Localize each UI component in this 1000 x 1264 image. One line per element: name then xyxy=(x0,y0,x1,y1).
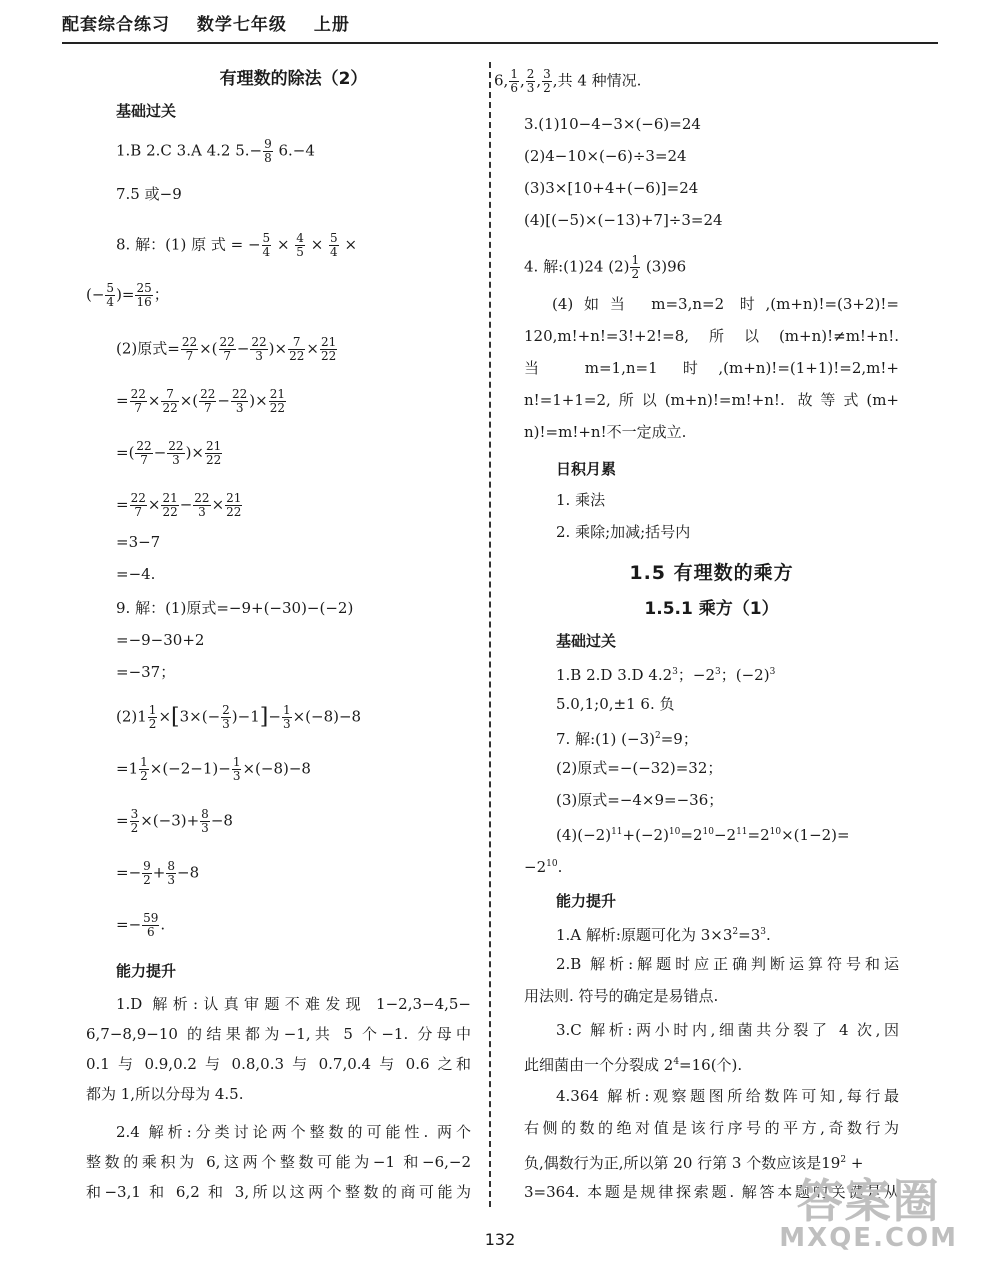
running-header xyxy=(62,10,370,35)
answer-line-r14: $(4)(-2)^{11}+(-2)^{10}=2^{10}-2^{11}=2^{10}\times(1-2)=$ xyxy=(556,826,850,844)
answer-line-r15: $-2^{10}$. xyxy=(524,858,563,876)
answer-line-r2: 3.(1)10−4−3×(−6)=24 xyxy=(524,115,701,133)
answer-line-8b: (− $\frac{5}{4}$ )= $\frac{25}{16}$ ； xyxy=(86,281,169,309)
paragraph-line: 6,7−8,9−10 的结果都为−1,共 5 个−1. 分母中 xyxy=(86,1025,471,1043)
paragraph-line: n!=1+1=2,所以(m+n)!=m!+n!. 故等式(m+ xyxy=(524,391,899,409)
answer-line-8f: = $\frac{22}{7}$ × $\frac{21}{22}$ − $\frac{22}{3}$ × $\frac{21}{22}$ xyxy=(116,491,242,519)
answer-line-r9: 1.B 2.D 3.D $4.2^3$；$-2^3$；$(-2)^3$ xyxy=(556,666,776,684)
chapter-title: 1.5 有理数的乘方 xyxy=(629,562,794,584)
section-heading-advanced-2: 能力提升 xyxy=(556,892,617,910)
answer-line-r13: (3)原式=−4×9=−36； xyxy=(556,791,724,809)
answer-line-r10: 5.0,1;0,±1 6. 负 xyxy=(556,695,675,713)
answer-line-r16: 1.A 解析:原题可化为 $3\times 3^2=3^3$. xyxy=(556,926,771,944)
header-rule xyxy=(62,42,938,44)
paragraph-line: 右侧的数的绝对值是该行序号的平方,奇数行为 xyxy=(524,1119,899,1137)
paragraph-line: 4.364 解析:观察题图所给数阵可知,每行最 xyxy=(556,1087,899,1105)
answer-line-r6: 4. 解:(1)24 (2) $\frac{1}{2}$ (3)96 xyxy=(524,253,687,281)
section-heading-advanced: 能力提升 xyxy=(116,962,177,980)
answer-line-r3: (2)4−10×(−6)÷3=24 xyxy=(524,147,687,165)
paragraph-line: 3.C 解析:两小时内,细菌共分裂了 4 次,因 xyxy=(556,1021,899,1039)
column-divider xyxy=(489,62,491,1207)
paragraph-line: 当 m=1,n=1 时,(m+n)!=(1+1)!=2,m!+ xyxy=(524,359,899,377)
header-volume: 上册 xyxy=(313,15,350,35)
answer-line-8c: (2)原式= $\frac{22}{7}$ ×( $\frac{22}{7}$ − $\frac{22}{3}$ )× $\frac{7}{22}$ × $\frac{21}{22}$ xyxy=(116,335,337,363)
answer-line-r7: 1. 乘法 xyxy=(556,491,606,509)
answer-line-9c: =−37； xyxy=(116,663,176,681)
paragraph-line: 2.B 解析:解题时应正确判断运算符号和运 xyxy=(556,955,899,973)
paragraph-line: 1.D 解析:认真审题不难发现 1−2,3−4,5− xyxy=(116,995,471,1013)
paragraph-line: 此细菌由一个分裂成 $2^4=16$(个). xyxy=(524,1056,743,1074)
answer-line-r1: 6, $\frac{1}{6}$ , $\frac{2}{3}$ , $\frac{3}{2}$ ,共 4 种情况. xyxy=(494,67,642,95)
answer-line-8a: 8. 解：(1) 原 式 = − $\frac{5}{4}$ × $\frac{4}{5}$ × $\frac{5}{4}$ × xyxy=(116,231,358,259)
paragraph-line: 120,m!+n!=3!+2!=8,所以(m+n)!≠m!+n!. xyxy=(524,327,899,345)
watermark-logo: 答案圈 MXQE.COM xyxy=(779,1174,958,1253)
paragraph-line: 0.1 与 0.9,0.2 与 0.8,0.3 与 0.7,0.4 与 0.6 之和 xyxy=(86,1055,471,1073)
answer-line-r8: 2. 乘除;加减;括号内 xyxy=(556,523,691,541)
answer-line-8g: =3−7 xyxy=(116,533,161,551)
answer-line-9e: =1 $\frac{1}{2}$ ×(−2−1)− $\frac{1}{3}$ ×(−8)−8 xyxy=(116,755,311,783)
section-heading-basic-2: 基础过关 xyxy=(556,632,617,650)
section-heading-basic: 基础过关 xyxy=(116,102,177,120)
answer-line-8d: = $\frac{22}{7}$ × $\frac{7}{22}$ ×( $\frac{22}{7}$ − $\frac{22}{3}$ )× $\frac{21}{22}$ xyxy=(116,387,285,415)
subsection-title: 1.5.1 乘方（1） xyxy=(644,599,779,619)
answer-line-r12: (2)原式=−(−32)=32； xyxy=(556,759,723,777)
paragraph-line: (4)如当 m=3,n=2 时,(m+n)!=(3+2)!= xyxy=(552,295,899,313)
header-subject: 数学七年级 xyxy=(196,15,287,35)
paragraph-line: 用法则. 符号的确定是易错点. xyxy=(524,987,719,1005)
answer-line-9h: =− $\frac{59}{6}$ . xyxy=(116,911,166,939)
answer-line-2: 7.5 或−9 xyxy=(116,185,182,203)
answer-line-9b: =−9−30+2 xyxy=(116,631,205,649)
answer-line-1: 1.B 2.C 3.A 4.2 5.− $\frac{9}{8}$ 6.−4 xyxy=(116,137,315,165)
answer-line-9d: (2)1 $\frac{1}{2}$ ×[3×(− $\frac{2}{3}$ )−1]− $\frac{1}{3}$ ×(−8)−8 xyxy=(116,703,362,731)
answer-line-9a: 9. 解：(1)原式=−9+(−30)−(−2) xyxy=(116,599,354,617)
header-series: 配套综合练习 xyxy=(62,15,170,35)
section-heading-accumulate: 日积月累 xyxy=(556,460,617,478)
answer-line-r5: (4)[(−5)×(−13)+7]÷3=24 xyxy=(524,211,723,229)
paragraph-line: 负,偶数行为正,所以第 20 行第 3 个数应该是$19^2$ + xyxy=(524,1154,864,1172)
answer-line-9f: = $\frac{3}{2}$ ×(−3)+ $\frac{8}{3}$ −8 xyxy=(116,807,233,835)
answer-line-9g: =− $\frac{9}{2}$ + $\frac{8}{3}$ −8 xyxy=(116,859,200,887)
answer-line-8h: =−4. xyxy=(116,565,156,583)
answer-line-8e: =( $\frac{22}{7}$ − $\frac{22}{3}$ )× $\frac{21}{22}$ xyxy=(116,439,222,467)
section-title: 有理数的除法（2） xyxy=(219,69,368,89)
paragraph-line: 都为 1,所以分母为 4.5. xyxy=(86,1085,244,1103)
answer-line-r11: 7. 解:(1) $(-3)^2=9$； xyxy=(556,730,698,748)
answer-line-r4: (3)3×[10+4+(−6)]=24 xyxy=(524,179,699,197)
page-number: 132 xyxy=(484,1230,516,1249)
paragraph-line: 整数的乘积为 6,这两个整数可能为−1 和−6,−2 xyxy=(86,1153,471,1171)
paragraph-line: 和−3,1 和 6,2 和 3,所以这两个整数的商可能为 xyxy=(86,1183,471,1201)
paragraph-line: n)!=m!+n!不一定成立. xyxy=(524,423,687,441)
paragraph-line: 2.4 解析:分类讨论两个整数的可能性. 两个 xyxy=(116,1123,471,1141)
paragraph-line: 3=364. 本题是规律探索题. 解答本题的关键是从 xyxy=(524,1183,899,1201)
